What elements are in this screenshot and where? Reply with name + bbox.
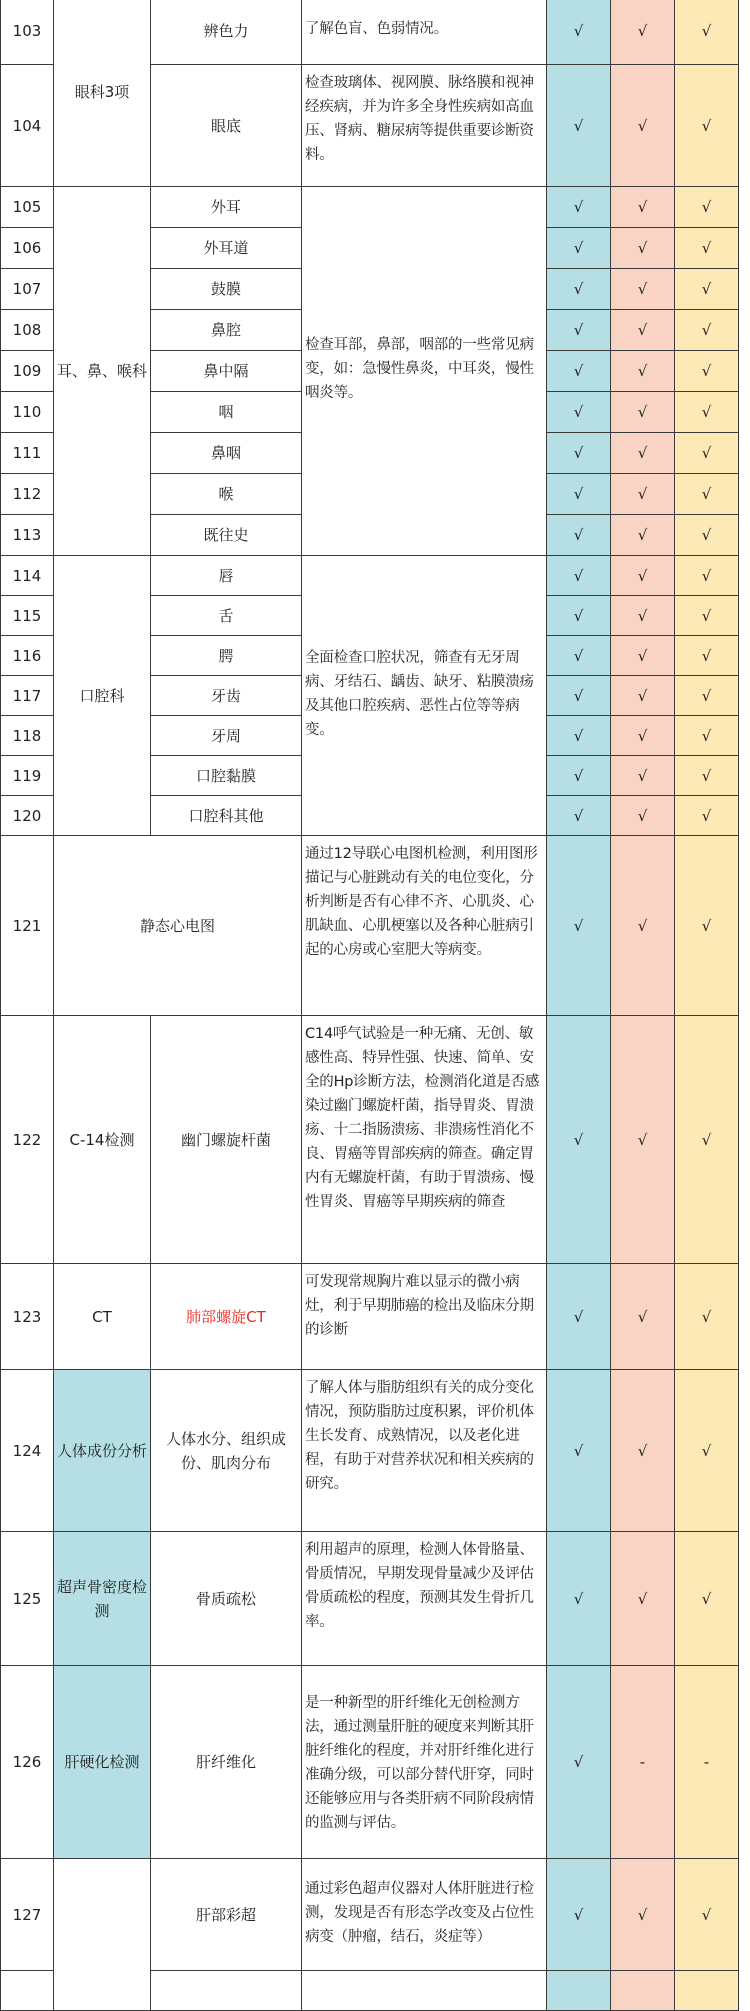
item-cell: 唇: [151, 556, 302, 596]
table-row: [1, 1666, 739, 1859]
package-3-mark: √: [675, 1859, 739, 1971]
package-3-mark: -: [675, 1666, 739, 1859]
item-cell: 鼻中隔: [151, 351, 302, 392]
package-3-mark: √: [675, 228, 739, 269]
row-number: 119: [1, 756, 54, 796]
row-number: 105: [1, 187, 54, 228]
package-1-mark: √: [547, 596, 611, 636]
package-2-mark: √: [611, 0, 675, 65]
package-2-mark: [611, 1971, 675, 2011]
package-2-mark: -: [611, 1666, 675, 1859]
row-number: 126: [1, 1666, 54, 1859]
package-1-mark: √: [547, 228, 611, 269]
description-cell: 可发现常规胸片难以显示的微小病灶，利于早期肺癌的检出及临床分期的诊断: [302, 1264, 547, 1370]
table-row: [1, 1859, 739, 1971]
row-number: 123: [1, 1264, 54, 1370]
package-1-mark: √: [547, 1016, 611, 1264]
package-3-mark: √: [675, 596, 739, 636]
package-3-mark: √: [675, 1532, 739, 1666]
category-cell: 耳、鼻、喉科: [54, 187, 151, 556]
row-number: 117: [1, 676, 54, 716]
description-cell: C14呼气试验是一种无痛、无创、敏感性高、特异性强、快速、简单、安全的Hp诊断方法，检测消化道是否感染过幽门螺旋杆菌，指导胃炎、胃溃疡、十二指肠溃疡、非溃疡性消化不良、胃癌等胃部疾病的筛查。确定胃内有无螺旋杆菌，有助于胃溃疡、慢性胃炎、胃癌等早期疾病的筛查: [302, 1016, 547, 1264]
package-1-mark: √: [547, 636, 611, 676]
row-number: 124: [1, 1370, 54, 1532]
package-1-mark: √: [547, 310, 611, 351]
item-cell: 人体水分、组织成份、肌肉分布: [151, 1370, 302, 1532]
package-2-mark: √: [611, 1532, 675, 1666]
package-1-mark: √: [547, 716, 611, 756]
package-1-mark: √: [547, 433, 611, 474]
package-2-mark: √: [611, 1264, 675, 1370]
package-1-mark: √: [547, 1370, 611, 1532]
package-2-mark: √: [611, 433, 675, 474]
item-cell: 外耳道: [151, 228, 302, 269]
category-cell: 人体成份分析: [54, 1370, 151, 1532]
package-2-mark: √: [611, 310, 675, 351]
package-2-mark: √: [611, 269, 675, 310]
package-1-mark: √: [547, 1666, 611, 1859]
row-number: 104: [1, 65, 54, 187]
item-cell: 鼻腔: [151, 310, 302, 351]
item-cell: 幽门螺旋杆菌: [151, 1016, 302, 1264]
package-1-mark: √: [547, 474, 611, 515]
package-3-mark: √: [675, 636, 739, 676]
package-2-mark: √: [611, 836, 675, 1016]
package-3-mark: √: [675, 796, 739, 836]
package-1-mark: √: [547, 1859, 611, 1971]
package-3-mark: [675, 1971, 739, 2011]
item-cell: 牙齿: [151, 676, 302, 716]
item-cell: 咽: [151, 392, 302, 433]
item-cell: 骨质疏松: [151, 1532, 302, 1666]
item-cell: 口腔黏膜: [151, 756, 302, 796]
package-1-mark: √: [547, 796, 611, 836]
item-cell: 鼻咽: [151, 433, 302, 474]
row-number: 109: [1, 351, 54, 392]
description-cell: 了解色盲、色弱情况。: [302, 0, 547, 65]
package-2-mark: √: [611, 636, 675, 676]
package-2-mark: √: [611, 1370, 675, 1532]
row-number: 103: [1, 0, 54, 65]
package-1-mark: √: [547, 0, 611, 65]
package-3-mark: √: [675, 836, 739, 1016]
package-2-mark: √: [611, 65, 675, 187]
row-number: 112: [1, 474, 54, 515]
item-cell: 外耳: [151, 187, 302, 228]
package-2-mark: √: [611, 1016, 675, 1264]
description-cell: 检查耳部，鼻部，咽部的一些常见病变，如：急慢性鼻炎，中耳炎，慢性咽炎等。: [302, 187, 547, 556]
package-3-mark: √: [675, 676, 739, 716]
item-cell: 既往史: [151, 515, 302, 556]
row-number: 118: [1, 716, 54, 756]
table-row: [1, 1264, 739, 1370]
item-cell: 静态心电图: [54, 836, 302, 1016]
package-2-mark: √: [611, 1859, 675, 1971]
package-3-mark: √: [675, 756, 739, 796]
package-3-mark: √: [675, 515, 739, 556]
item-cell: 舌: [151, 596, 302, 636]
row-number: [1, 1971, 54, 2011]
package-3-mark: √: [675, 0, 739, 65]
package-3-mark: √: [675, 716, 739, 756]
package-1-mark: √: [547, 556, 611, 596]
package-1-mark: √: [547, 1264, 611, 1370]
category-cell: 超声骨密度检测: [54, 1532, 151, 1666]
package-2-mark: √: [611, 796, 675, 836]
description-cell: 检查玻璃体、视网膜、脉络膜和视神经疾病，并为许多全身性疾病如高血压、肾病、糖尿病等提供重要诊断资料。: [302, 65, 547, 187]
package-3-mark: √: [675, 310, 739, 351]
table-row: [1, 1532, 739, 1666]
item-cell: 口腔科其他: [151, 796, 302, 836]
item-cell: 肝部彩超: [151, 1859, 302, 1971]
description-cell: 全面检查口腔状况，筛查有无牙周病、牙结石、龋齿、缺牙、粘膜溃疡及其他口腔疾病、恶性占位等等病变。: [302, 556, 547, 836]
package-1-mark: √: [547, 836, 611, 1016]
category-cell: 眼科3项: [54, 0, 151, 187]
description-cell: 利用超声的原理，检测人体骨胳量、骨质情况，早期发现骨量减少及评估骨质疏松的程度，预测其发生骨折几率。: [302, 1532, 547, 1666]
item-cell: 鼓膜: [151, 269, 302, 310]
table-row: [1, 556, 739, 596]
package-2-mark: √: [611, 596, 675, 636]
package-3-mark: √: [675, 433, 739, 474]
row-number: 107: [1, 269, 54, 310]
description-cell: 通过12导联心电图机检测，利用图形描记与心脏跳动有关的电位变化，分析判断是否有心律不齐、心肌炎、心肌缺血、心肌梗塞以及各种心脏病引起的心房或心室肥大等病变。: [302, 836, 547, 1016]
package-2-mark: √: [611, 228, 675, 269]
row-number: 116: [1, 636, 54, 676]
item-cell: 辨色力: [151, 0, 302, 65]
row-number: 114: [1, 556, 54, 596]
package-3-mark: √: [675, 1016, 739, 1264]
item-cell: 喉: [151, 474, 302, 515]
row-number: 110: [1, 392, 54, 433]
item-cell: 肝纤维化: [151, 1666, 302, 1859]
item-cell-highlighted: 肺部螺旋CT: [151, 1264, 302, 1370]
package-2-mark: √: [611, 556, 675, 596]
description-cell: 通过彩色超声仪器对人体肝脏进行检测，发现是否有形态学改变及占位性病变（肿瘤，结石，炎症等）: [302, 1859, 547, 1971]
row-number: 122: [1, 1016, 54, 1264]
package-1-mark: √: [547, 1532, 611, 1666]
package-2-mark: √: [611, 351, 675, 392]
package-3-mark: √: [675, 1370, 739, 1532]
package-1-mark: √: [547, 756, 611, 796]
row-number: 113: [1, 515, 54, 556]
item-cell: 眼底: [151, 65, 302, 187]
row-number: 121: [1, 836, 54, 1016]
category-cell: C-14检测: [54, 1016, 151, 1264]
package-1-mark: √: [547, 65, 611, 187]
package-3-mark: √: [675, 556, 739, 596]
description-cell: [302, 1971, 547, 2011]
category-cell: 口腔科: [54, 556, 151, 836]
package-2-mark: √: [611, 716, 675, 756]
package-2-mark: √: [611, 676, 675, 716]
package-3-mark: √: [675, 1264, 739, 1370]
item-cell: 牙周: [151, 716, 302, 756]
package-2-mark: √: [611, 187, 675, 228]
package-2-mark: √: [611, 474, 675, 515]
category-cell: [54, 1859, 151, 2011]
row-number: 127: [1, 1859, 54, 1971]
row-number: 115: [1, 596, 54, 636]
table-row: [1, 0, 739, 65]
package-3-mark: √: [675, 65, 739, 187]
package-1-mark: √: [547, 515, 611, 556]
package-1-mark: √: [547, 676, 611, 716]
package-3-mark: √: [675, 187, 739, 228]
category-cell: CT: [54, 1264, 151, 1370]
package-1-mark: √: [547, 392, 611, 433]
package-3-mark: √: [675, 474, 739, 515]
row-number: 106: [1, 228, 54, 269]
row-number: 125: [1, 1532, 54, 1666]
package-2-mark: √: [611, 515, 675, 556]
package-2-mark: √: [611, 392, 675, 433]
table-row: [1, 1370, 739, 1532]
row-number: 111: [1, 433, 54, 474]
description-cell: 是一种新型的肝纤维化无创检测方法，通过测量肝脏的硬度来判断其肝脏纤维化的程度，并对肝纤维化进行准确分级，可以部分替代肝穿，同时还能够应用与各类肝病不同阶段病情的监测与评估。: [302, 1666, 547, 1859]
table-row: [1, 836, 739, 1016]
package-2-mark: √: [611, 756, 675, 796]
package-3-mark: √: [675, 351, 739, 392]
package-3-mark: √: [675, 392, 739, 433]
item-cell: 腭: [151, 636, 302, 676]
package-3-mark: √: [675, 269, 739, 310]
row-number: 120: [1, 796, 54, 836]
package-1-mark: √: [547, 269, 611, 310]
package-1-mark: [547, 1971, 611, 2011]
package-1-mark: √: [547, 351, 611, 392]
item-cell: [151, 1971, 302, 2011]
table-row: [1, 187, 739, 228]
row-number: 108: [1, 310, 54, 351]
description-cell: 了解人体与脂肪组织有关的成分变化情况，预防脂肪过度积累，评价机体生长发育、成熟情况，以及老化进程，有助于对营养状况和相关疾病的研究。: [302, 1370, 547, 1532]
package-1-mark: √: [547, 187, 611, 228]
category-cell: 肝硬化检测: [54, 1666, 151, 1859]
table-row: [1, 1016, 739, 1264]
